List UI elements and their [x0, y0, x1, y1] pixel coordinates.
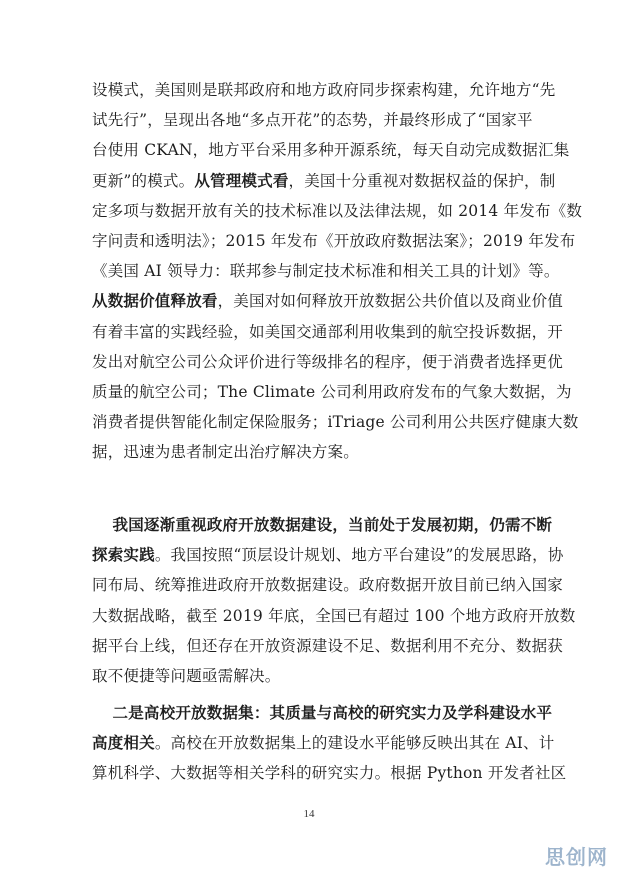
text-line [92, 661, 530, 691]
bold-text-run: 探索实践 [92, 545, 155, 565]
text-line [92, 601, 576, 631]
text-run: ，美国十分重视对数据权益的保护，制 [288, 171, 556, 190]
text-run: 试先行”，呈现出各地“多点开花”的态势，并最终形成了“国家平 [92, 111, 533, 130]
text-run: 。高校在开放数据集上的建设水平能够反映出其在 AI、计 [154, 734, 555, 753]
bold-text-run: 高度相关 [92, 733, 155, 753]
text-line [92, 166, 556, 196]
text-line [92, 698, 553, 728]
text-run: 消费者提供智能化制定保险服务；iTriage 公司利用公共医疗健康大数 [92, 413, 579, 432]
text-run: 设模式，美国则是联邦政府和地方政府同步探索构建，允许地方“先 [92, 81, 556, 99]
text-line [92, 540, 564, 570]
text-line [92, 510, 553, 540]
text-run: ，美国对如何释放开放数据公共价值以及商业价值 [217, 292, 564, 311]
text-line [92, 728, 555, 758]
text-run: 字问责和透明法》；2015 年发布《开放政府数据法案》；2019 年发布 [92, 232, 576, 250]
text-line [92, 377, 572, 407]
text-line [92, 317, 564, 347]
text-run: 质量的航空公司；The Climate 公司利用政府发布的气象大数据，为 [92, 383, 572, 401]
bold-text-run: 我国逐渐重视政府开放数据建设，当前处于发展初期，仍需不断 [112, 515, 553, 534]
text-line [92, 135, 570, 165]
text-run: 定多项与数据开放有关的技术标准以及法律法规，如 2014 年发布《数 [92, 201, 583, 220]
text-run: 发出对航空公司公众评价进行等级排名的程序，便于消费者选择更优 [92, 352, 564, 371]
text-run: 《美国 AI 领导力：联邦参与制定技术标准和相关工具的计划》等。 [92, 262, 560, 281]
text-line [92, 570, 564, 600]
bold-text-run: 从数据价值释放看 [92, 291, 218, 311]
text-line [92, 75, 556, 105]
text-line [92, 758, 567, 788]
text-run: 取不便捷等问题亟需解决。 [92, 667, 281, 685]
text-run: 有着丰富的实践经验，如美国交通部利用收集到的航空投诉数据，开 [92, 322, 564, 341]
text-line [92, 196, 583, 226]
text-run: 台使用 CKAN，地方平台采用多种开源系统，每天自动完成数据汇集 [92, 141, 570, 160]
text-line [92, 631, 564, 661]
page-number: 14 [303, 808, 315, 820]
text-run: 大数据战略，截至 2019 年底，全国已有超过 100 个地方政府开放数 [92, 606, 576, 625]
bold-text-run: 从管理模式看 [194, 170, 289, 190]
text-line [92, 105, 533, 135]
text-run: 据平台上线，但还存在开放资源建设不足、数据利用不充分、数据获 [92, 636, 564, 655]
text-run [92, 516, 113, 534]
watermark-logo: 思创网 [545, 845, 608, 869]
text-run: 据，迅速为患者制定出治疗解决方案。 [92, 443, 359, 462]
text-line [92, 407, 579, 437]
text-line [92, 286, 564, 316]
text-line [92, 347, 564, 377]
text-run: 同布局、统筹推进政府开放数据建设。政府数据开放目前已纳入国家 [92, 576, 564, 595]
text-run: 。我国按照“顶层设计规划、地方平台建设”的发展思路，协 [154, 546, 564, 565]
text-run: 算机科学、大数据等相关学科的研究实力。根据 Python 开发者社区 [92, 764, 567, 783]
text-line [92, 256, 560, 286]
text-run: 更新”的模式。 [92, 171, 195, 190]
text-line [92, 226, 576, 256]
text-line [92, 437, 530, 467]
text-run [92, 704, 113, 722]
bold-text-run: 二是高校开放数据集：其质量与高校的研究实力及学科建设水平 [112, 703, 553, 722]
